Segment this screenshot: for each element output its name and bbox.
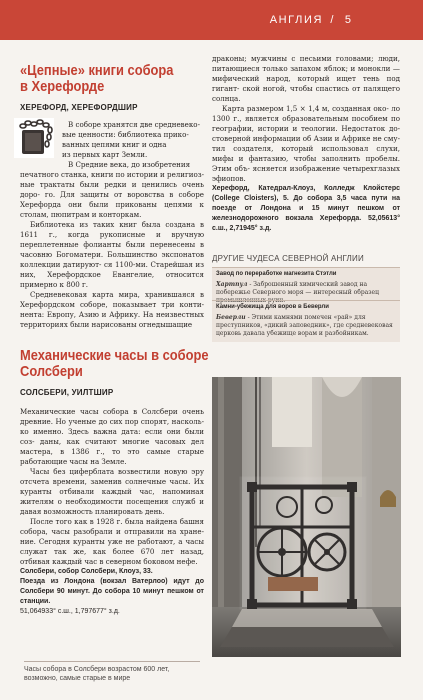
sidebar-title: ДРУГИЕ ЧУДЕСА СЕВЕРНОЙ АНГЛИИ [212,254,364,263]
sidebar-item2-place: Беверли [216,314,246,321]
sidebar-item2-desc: - Этими камнями помечен «рай» для преступников, «дикий заповедник», где средневековая церковь давала убежище ворам и разбойникам. [216,314,393,337]
divider [212,267,400,268]
article2-address-line1: Солсбери, собор Солсбери, Клоуз, 33. [20,568,153,575]
paragraph: драконы; мужчины с песьими головами; люди, питающиеся только запахом яблок; и монокли — мифический народ, который ищет тень под гигант- ской ногой, чтобы спастись от палящего солнца. [212,54,400,103]
sidebar-item1-desc: - Заброшенный химический завод на побережье Северного моря — интересный образец [216,281,379,296]
sidebar-item1-place: Хартпул [216,281,248,288]
article1-para2-first: В Средние века, до изобретения [68,160,191,169]
intro-line: ванных цепями книг и одна [62,140,167,149]
photo-caption: Часы собора в Солсбери возрастом 600 лет, возможно, самые старые в мире [24,666,170,682]
article1-para2 [20,170,204,330]
paragraph: Средневековая карта мира, хранившаяся в Херефордском соборе, показывает три конти- нента: Европу, Азию и Африку. На неизвестных территориях были нарисованы огнедышащие [20,290,204,329]
article1-col2 [212,54,400,234]
paragraph: Механические часы собора в Солсбери очень древние. Но ученые до сих пор спорят, насколь- ко именно. Здесь важна дата: если они были соз- даны, как считают многие часовых дел мастера, в 1386 г., то это самые старые работающие часы на Земле. [20,407,204,466]
paragraph: Карта размером 1,5 × 1,4 м, созданная око- ло 1300 г., является образовательным пособием по географии, истории и теологии. Недостаток до- стоверной информации об Азии и Африке не сму- тил создателя, который использовал слухи, мифы и фантазию, чтобы заполнить пробелы. Этим объ- ясняется изображение четырехглазых эфиопов. [212,104,400,183]
sidebar-box [212,267,400,342]
article1-title [20,63,209,95]
sidebar-item1-text [216,281,396,305]
header-bar [0,0,423,40]
article2-title-line1: Механические часы в соборе [20,347,209,364]
article1-title-line1: «Цепные» книги собора [20,62,174,79]
running-head: АНГЛИЯ [269,14,323,26]
divider [24,661,200,662]
paragraph: Библиотека из таких книг была создана в 1611 г., когда рукописные и вручную переплетенные фолианты были перенесены в часовню Богоматери. Большинство экспонатов коллекции датируют- ся 1100-ми. Старейшая из них, Херефордское Евангелие, относится примерно к 800 г. [20,220,204,289]
article2-body [20,407,204,617]
sidebar-item1-heading: Завод по переработке магнезита Стэтли [216,271,337,277]
article2-title [20,348,209,380]
paragraph: Часы без циферблата возвестили новую эру отсчета времени, заменив солнечные часы. Их куранты отбивали каждый час, напоминая жителям о необходимости посещения служб и давая возможность планировать день. [20,467,204,516]
header-separator: / [330,14,335,26]
article2-title-line2: Солсбери [20,363,83,380]
clock-photo [212,377,401,657]
paragraph: печатного станка, книги по истории и религиоз- ные трактаты были редки и ценились очень доро- го. Для защиты от воровства в соборе Херефорда они были прикованы цепями к столам, пюпитрам и конторкам. [20,170,204,219]
page-number: 5 [344,14,351,26]
article1-address: Херефорд, Катедрал-Клоуз, Колледж Клойстерс (College Cloisters), 5. До собора 3,5 часа пути на поезде от Лондона и 15 минут пешком от железнодорожного вокзала Херефорда. 52,05613° с.ш., 2,71945° з.д. [212,185,400,232]
sidebar-item2-heading: Камни-убежища для воров в Беверли [216,304,329,310]
article1-title-line2: в Херефорде [20,78,105,95]
article2-subtitle: СОЛСБЕРИ, УИЛТШИР [20,388,114,397]
intro-line: вые ценности: библиотека прико- [62,130,189,139]
divider [212,300,400,301]
article2-coordinates: 51,064933° с.ш., 1,797677° з.д. [20,608,120,615]
intro-line: В соборе хранятся две средневеко- [68,120,200,129]
article1-intro [62,120,204,160]
sidebar-item2-text [216,314,396,338]
paragraph: После того как в 1928 г. была найдена башня собора, часы разобрали и отправили на хране- ние. Сегодня куранты уже не работают, а часы служат так же, как более 670 лет назад, отбивая каждый час в северном боковом нефе. [20,517,204,566]
article2-address-line2: Поезда из Лондона (вокзал Ватерлоо) идут до Солсбери 90 минут. До собора 10 минут пешком от станции. [20,578,204,605]
chained-book-icon [14,118,54,158]
article1-subtitle: ХЕРЕФОРД, ХЕРЕФОРДШИР [20,103,138,112]
intro-line: из первых карт Земли. [62,150,148,159]
